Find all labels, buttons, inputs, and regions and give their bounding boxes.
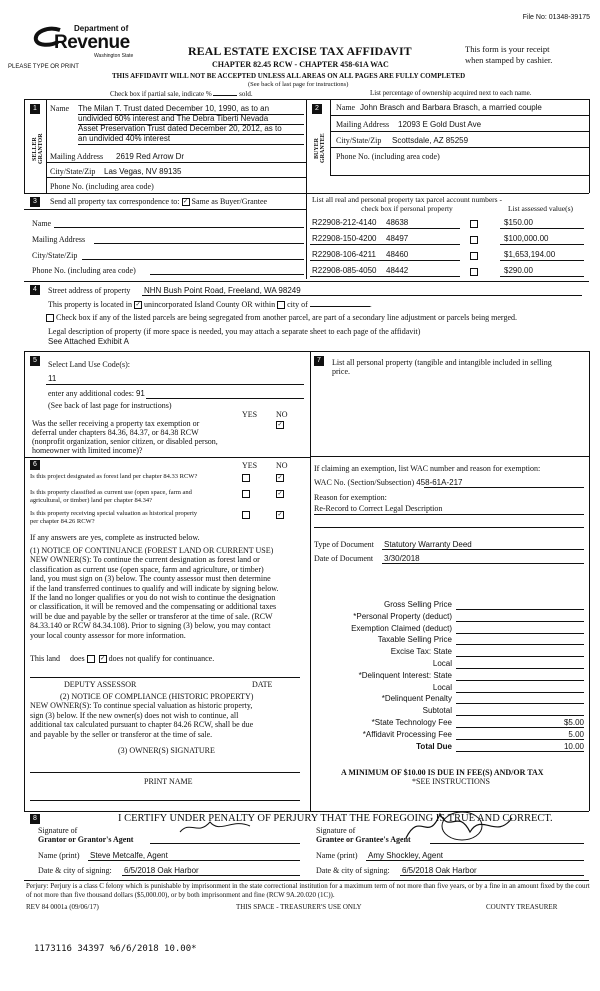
segregated-checkbox[interactable] — [46, 314, 54, 322]
buyer-phone-label: Phone No. (including area code) — [336, 152, 440, 161]
county-treasurer: COUNTY TREASURER — [486, 903, 558, 911]
seller-city-label: City/State/Zip — [50, 167, 96, 176]
logo-name: Revenue — [54, 32, 130, 53]
owner-signature-label: (3) OWNER(S) SIGNATURE — [118, 746, 215, 755]
grantee-signature-scribble — [400, 804, 520, 848]
doc-date[interactable]: 3/30/2018 — [384, 554, 420, 563]
legal-label: Legal description of property (if more space is needed, you may attach a separate sheet to each page of the affidavit) — [48, 327, 421, 336]
print-name-label: PRINT NAME — [144, 777, 193, 786]
grantee-sig-of: Signature of — [316, 826, 356, 835]
see-back-header: (See back of last page for instructions) — [248, 81, 349, 88]
assessed-value[interactable]: $150.00 — [504, 218, 533, 227]
sec5-see-back: (See back of last page for instructions) — [48, 401, 172, 410]
parcels-header: List all real and personal property tax parcel account numbers - check box if personal property — [312, 195, 502, 213]
personal-property-checkbox[interactable] — [470, 235, 478, 244]
unincorporated-checkbox[interactable]: ✓ — [135, 302, 141, 309]
file-number: File No: 01348-39175 — [522, 14, 590, 21]
notice-compliance: (2) NOTICE OF COMPLIANCE (HISTORIC PROPERTY) NEW OWNER(S): To continue special valuation as historic property, sign (3) below. If the new owner(s) does not wish to continue, all additional tax calculated pursuant to chapter 84.26 RCW, shall be due and payable by the seller or transferor at the time of sale. — [30, 692, 254, 739]
fee-label: Total Due — [416, 742, 452, 751]
buyer-city-label: City/State/Zip — [336, 136, 382, 145]
seller-mailing-label: Mailing Address — [50, 152, 104, 161]
parcel-number[interactable]: R22908-106-4211 — [312, 250, 376, 259]
please-type: PLEASE TYPE OR PRINT — [8, 64, 79, 70]
forest-land-q: Is this project designated as forest land per chapter 84.33 RCW? — [30, 473, 198, 480]
assessed-value[interactable]: $290.00 — [504, 266, 533, 275]
personal-property-label: List all personal property (tangible and intangible included in selling price. — [332, 358, 552, 376]
grantor-date-label: Date & city of signing: — [38, 866, 112, 875]
receipt-line1: This form is your receipt — [465, 44, 550, 54]
personal-property-checkbox[interactable] — [470, 251, 478, 260]
send-correspondence: Send all property tax correspondence to: ✓ Same as Buyer/Grantee — [50, 197, 268, 206]
street-address[interactable]: NHN Bush Point Road, Freeland, WA 98249 — [144, 286, 301, 295]
deputy-date-label: DATE — [252, 680, 273, 689]
deputy-assessor-label: DEPUTY ASSESSOR — [64, 680, 137, 689]
grantee-agent-label: Grantee or Grantee's Agent — [316, 835, 411, 844]
legal-description[interactable]: See Attached Exhibit A — [48, 337, 129, 346]
seller-name: The Milan T. Trust dated December 10, 1990, as to an undivided 60% interest and The Debra Tiberti Nevada Asset Preservation Trust dated December 20, 2012, as to an undivided 40% interest — [78, 104, 282, 143]
located-in: This property is located in ✓ unincorporated Island County OR within city of . — [48, 300, 372, 309]
fee-value[interactable]: 10.00 — [563, 742, 584, 751]
parcel-account[interactable]: 48497 — [386, 234, 409, 243]
forest-yes-checkbox[interactable] — [242, 473, 250, 482]
partial-sale-label: Check box if partial sale, indicate % sold. — [110, 90, 253, 98]
fee-label: *Affidavit Processing Fee — [362, 730, 452, 739]
section-3-badge: 3 — [30, 197, 40, 207]
grantor-name[interactable]: Steve Metcalfe, Agent — [90, 851, 168, 860]
wac-number[interactable]: 458-61A-217 — [416, 478, 463, 487]
exemption-label: If claiming an exemption, list WAC number and reason for exemption: — [314, 464, 541, 473]
section-1-badge: 1 — [30, 104, 40, 114]
land-use-code[interactable]: 11 — [48, 374, 57, 383]
grantor-agent-label: Grantor or Grantor's Agent — [38, 835, 134, 844]
buyer-city[interactable]: Scottsdale, AZ 85259 — [392, 136, 469, 145]
buyer-mailing[interactable]: 12093 E Gold Dust Ave — [398, 120, 482, 129]
wac-label: WAC No. (Section/Subsection) 458-61A-217 — [314, 478, 463, 487]
fee-label: Local — [432, 659, 452, 668]
sec6-no: NO — [276, 461, 288, 470]
assessed-value[interactable]: $1,653,194.00 — [504, 250, 556, 259]
grantor-date[interactable]: 6/5/2018 Oak Harbor — [124, 866, 199, 875]
form-chapter: CHAPTER 82.45 RCW - CHAPTER 458-61A WAC — [212, 60, 389, 69]
seller-city[interactable]: Las Vegas, NV 89135 — [104, 167, 182, 176]
minimum-due-note: A MINIMUM OF $10.00 IS DUE IN FEE(S) AND/OR TAX — [341, 768, 544, 777]
parcel-account[interactable]: 48638 — [386, 218, 409, 227]
seller-side-label: SELLER GRANTOR — [32, 133, 44, 165]
fee-label: Gross Selling Price — [383, 600, 452, 609]
sec5-yes: YES — [242, 410, 258, 419]
historic-yes-checkbox[interactable] — [242, 510, 250, 519]
sec3-mailing-label: Mailing Address — [32, 235, 86, 244]
sec3-name-label: Name — [32, 219, 52, 228]
parcel-number[interactable]: R22908-150-4200 — [312, 234, 377, 243]
exemption-question: Was the seller receiving a property tax exemption or deferral under chapters 84.36, 84.37, or 84.38 RCW (nonprofit organization, senior citizen, or disabled person, homeowner with limited income)? — [32, 419, 218, 455]
current-use-q: Is this property classified as current use (open space, farm and agricultural, or timber) land per chapter 84.34? — [30, 489, 192, 504]
doc-type-label: Type of Document — [314, 540, 374, 549]
fee-label: *Personal Property (deduct) — [353, 612, 452, 621]
same-as-buyer-checkbox[interactable]: ✓ — [183, 199, 189, 206]
parcel-number[interactable]: R22908-085-4050 — [312, 266, 377, 275]
segregated-note: Check box if any of the listed parcels are being segregated from another parcel, are part of a secondary line adjustment or parcels being merged. — [46, 313, 517, 322]
doc-date-label: Date of Document — [314, 554, 374, 563]
fee-value[interactable]: 5.00 — [568, 730, 584, 739]
form-title: REAL ESTATE EXCISE TAX AFFIDAVIT — [188, 44, 412, 58]
grantee-date-label: Date & city of signing: — [316, 866, 390, 875]
certify-statement: I CERTIFY UNDER PENALTY OF PERJURY THAT THE FOREGOING IS TRUE AND CORRECT. — [118, 813, 553, 824]
assessed-value-header: List assessed value(s) — [508, 204, 573, 213]
additional-codes-label: enter any additional codes: 91 — [48, 389, 145, 398]
fee-label: Excise Tax: State — [390, 647, 452, 656]
section-5-badge: 5 — [30, 356, 40, 366]
sec3-phone-label: Phone No. (including area code) — [32, 266, 136, 275]
fee-label: Local — [432, 683, 452, 692]
fee-label: Taxable Selling Price — [377, 635, 452, 644]
section-6-badge: 6 — [30, 460, 40, 470]
if-yes-note: If any answers are yes, complete as instructed below. — [30, 533, 200, 542]
logo-state: Washington State — [94, 53, 134, 59]
grantor-signature-scribble — [176, 814, 256, 840]
parcel-account[interactable]: 48442 — [386, 266, 409, 275]
fee-label: *State Technology Fee — [371, 718, 452, 727]
buyer-mailing-label: Mailing Address — [336, 120, 390, 129]
forest-no-checkbox[interactable]: ✓ — [277, 475, 283, 482]
rev-number: REV 84 0001a (09/06/17) — [26, 903, 99, 911]
seller-mailing[interactable]: 2619 Red Arrow Dr — [116, 152, 185, 161]
land-does-checkbox[interactable] — [87, 655, 95, 663]
section-4-badge: 4 — [30, 285, 40, 295]
city-checkbox[interactable] — [277, 301, 285, 309]
see-instructions: *SEE INSTRUCTIONS — [412, 777, 491, 786]
warning-text: THIS AFFIDAVIT WILL NOT BE ACCEPTED UNLESS ALL AREAS ON ALL PAGES ARE FULLY COMPLETED — [112, 72, 466, 80]
current-use-no-checkbox[interactable]: ✓ — [277, 491, 283, 498]
ownership-note: List percentage of ownership acquired next to each name. — [370, 89, 532, 97]
fee-label: *Delinquent Penalty — [381, 694, 452, 703]
sec5-no: NO — [276, 410, 288, 419]
fee-label: *Delinquent Interest: State — [358, 671, 452, 680]
cashier-stamp: 1173116 34397 %6/6/2018 10.00* — [34, 944, 197, 954]
treasurer-space: THIS SPACE - TREASURER'S USE ONLY — [236, 903, 362, 911]
section-8-badge: 8 — [30, 814, 40, 824]
sec6-yes: YES — [242, 461, 258, 470]
land-does-not-checkbox[interactable]: ✓ — [100, 656, 106, 663]
grantee-date[interactable]: 6/5/2018 Oak Harbor — [402, 866, 477, 875]
perjury-notice: Perjury: Perjury is a class C felony which is punishable by imprisonment in the state correctional institution for a maximum term of not more than five years, or by a fine in an amount fixed by the court of not more than five thousand dollars ($5,000.00), or by both imprisonment and fine (RCW 9A.20.020 (1C)). — [26, 882, 590, 899]
seller-phone-label: Phone No. (including area code) — [50, 182, 154, 191]
parcel-account[interactable]: 48460 — [386, 250, 409, 259]
this-land-row: This land does ✓ does not qualify for continuance. — [30, 654, 215, 663]
dor-logo — [30, 24, 140, 64]
sec5-no-checkbox[interactable]: ✓ — [277, 422, 283, 429]
assessed-value[interactable]: $100,000.00 — [504, 234, 549, 243]
personal-property-checkbox[interactable] — [470, 219, 478, 228]
historic-q: Is this property receiving special valuation as historical property per chapter 84.26 RCW? — [30, 510, 198, 525]
section-2-badge: 2 — [312, 104, 322, 114]
parcel-number[interactable]: R22908-212-4140 — [312, 218, 377, 227]
fee-label: Exemption Claimed (deduct) — [351, 624, 452, 633]
reason-value[interactable]: Re-Record to Correct Legal Description — [314, 504, 443, 513]
notice-continuance: (1) NOTICE OF CONTINUANCE (FOREST LAND OR CURRENT USE) NEW OWNER(S): To continue the current designation as forest land or classification as current use (open space, farm and agriculture, or timber) land, you must sign on (3) below. The county assessor must then determine if the land transferred continues to qualify and will indicate by signing below. If the land no longer qualifies or you do not wish to continue the designation or classification, it will be removed and the compensating or additional taxes will be due and payable by the seller or transferor at the time of sale. (RCW 84.33.140 or RCW 84.34.108). Prior to signing (3) below, you may contact your local county assessor for more information. — [30, 546, 279, 640]
grantor-name-label: Name (print) — [38, 851, 80, 860]
reason-label: Reason for exemption: — [314, 493, 387, 502]
street-label: Street address of property — [48, 286, 131, 295]
section-7-badge: 7 — [314, 356, 324, 366]
personal-property-checkbox[interactable] — [470, 267, 478, 276]
doc-type[interactable]: Statutory Warranty Deed — [384, 540, 472, 549]
seller-name-label: Name — [50, 104, 70, 113]
fee-label: Subtotal — [422, 706, 452, 715]
current-use-yes-checkbox[interactable] — [242, 489, 250, 498]
grantor-sig-of: Signature of — [38, 826, 78, 835]
grantee-name[interactable]: Amy Shockley, Agent — [368, 851, 443, 860]
sec3-city-label: City/State/Zip — [32, 251, 78, 260]
historic-no-checkbox[interactable]: ✓ — [277, 512, 283, 519]
buyer-name-label: Name — [336, 103, 356, 112]
logo-dept: Department of — [74, 24, 129, 33]
receipt-line2: when stamped by cashier. — [465, 55, 553, 65]
grantee-name-label: Name (print) — [316, 851, 358, 860]
buyer-side-label: BUYER GRANTEE — [314, 133, 326, 163]
buyer-name[interactable]: John Brasch and Barbara Brasch, a married couple — [360, 103, 542, 112]
fee-value[interactable]: $5.00 — [563, 718, 584, 727]
land-use-label: Select Land Use Code(s): — [48, 360, 130, 369]
